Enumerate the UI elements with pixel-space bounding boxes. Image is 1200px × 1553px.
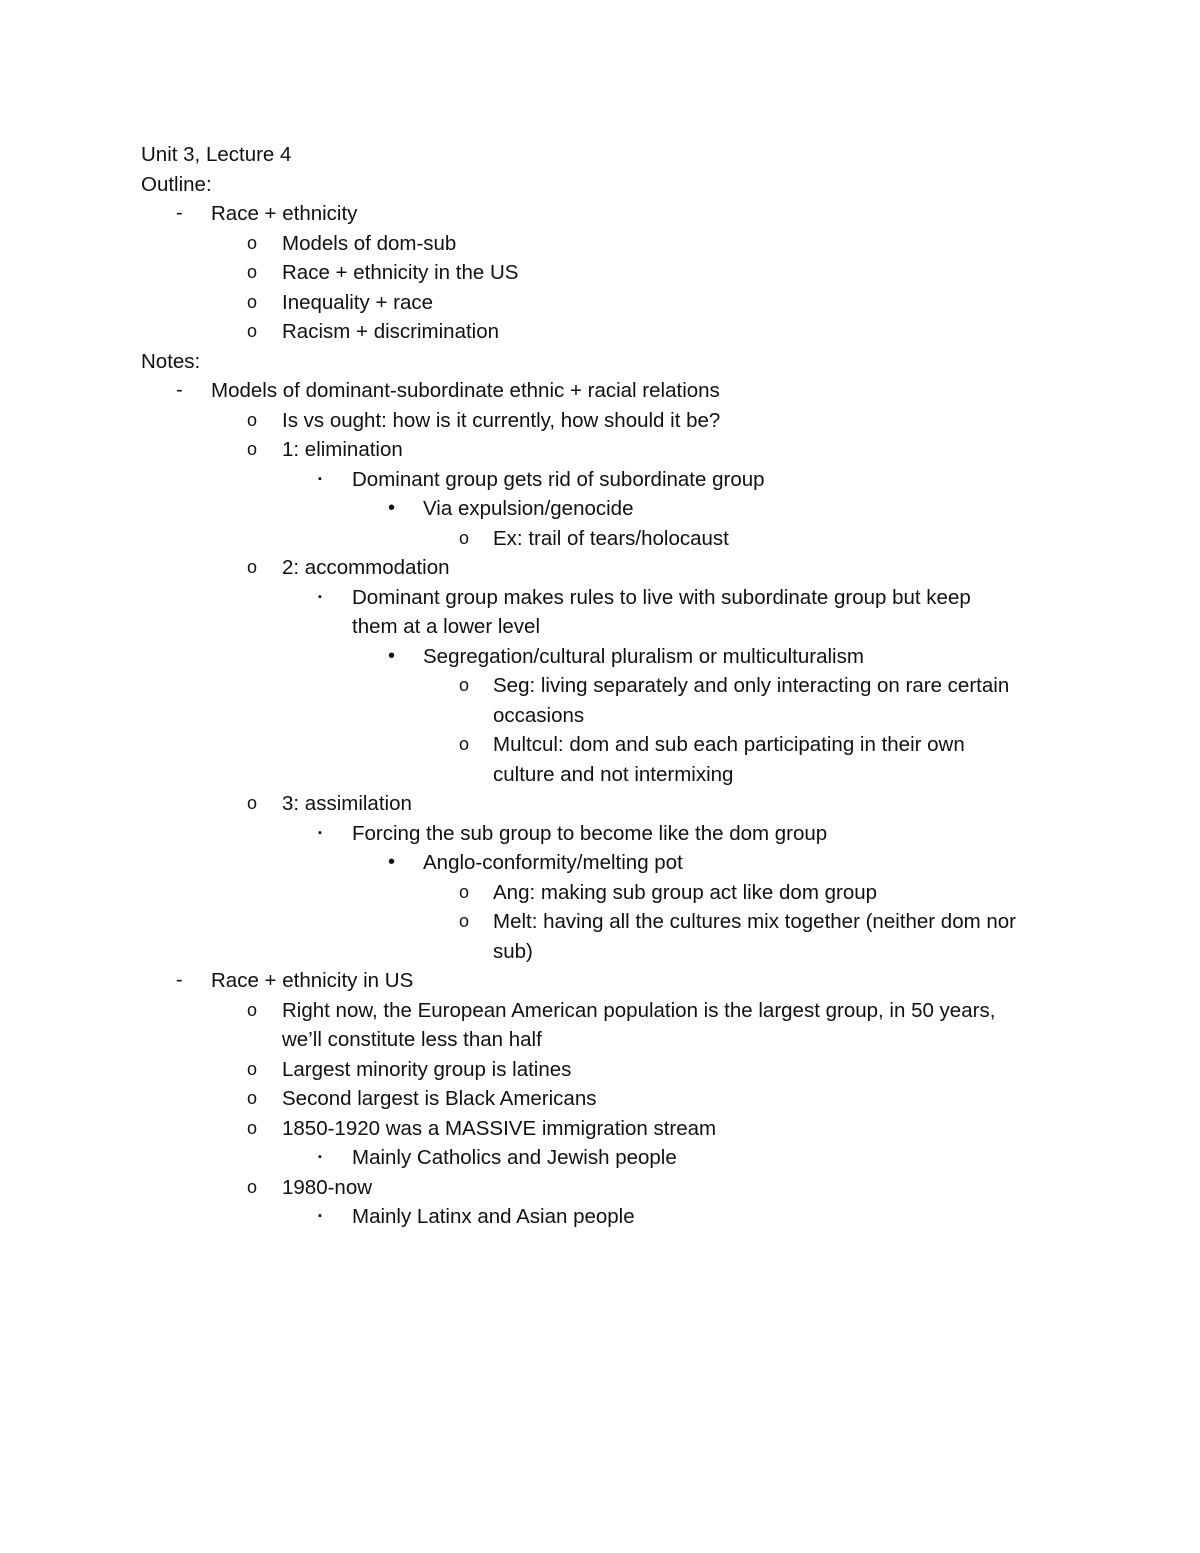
- list-item-text: Models of dominant-subordinate ethnic + racial relations: [211, 379, 720, 402]
- document-line: [0, 170, 1200, 200]
- document-body: [0, 140, 1200, 1232]
- list-item-text: Ang: making sub group act like dom group: [493, 880, 878, 904]
- document-line: [0, 1084, 1200, 1114]
- circle-bullet-icon: o: [459, 734, 470, 754]
- document-line: [0, 229, 1200, 259]
- list-item-text: Multcul: dom and sub each participating in their own: [493, 733, 965, 756]
- list-item-text: 2: accommodation: [282, 556, 450, 579]
- list-item-text: Racism + discrimination: [282, 320, 500, 343]
- document-line: [0, 701, 1200, 731]
- square-bullet-icon: ▪: [318, 1151, 322, 1163]
- circle-bullet-icon: o: [247, 557, 258, 577]
- circle-bullet-icon: o: [247, 262, 258, 282]
- square-bullet-icon: ▪: [318, 472, 322, 485]
- list-item-text: we’ll constitute less than half: [282, 1028, 542, 1051]
- list-item-text: occasions: [493, 703, 585, 727]
- list-item-text: 1: elimination: [282, 438, 403, 461]
- list-item-text: Via expulsion/genocide: [423, 497, 634, 520]
- square-bullet-icon: ▪: [318, 826, 322, 839]
- circle-bullet-icon: o: [459, 527, 470, 548]
- dash-bullet-icon: -: [176, 379, 183, 401]
- document-line: [0, 1055, 1200, 1085]
- list-item-text: Forcing the sub group to become like the dom group: [352, 821, 828, 845]
- dot-bullet-icon: •: [388, 644, 396, 667]
- list-item-text: Second largest is Black Americans: [282, 1087, 597, 1110]
- document-line: [0, 258, 1200, 288]
- circle-bullet-icon: o: [459, 675, 470, 695]
- list-item-text: Inequality + race: [282, 290, 433, 314]
- list-item-text: Largest minority group is latines: [282, 1057, 572, 1081]
- list-item-text: Dominant group makes rules to live with subordinate group but keep: [352, 585, 971, 609]
- list-item-text: 1980-now: [282, 1175, 373, 1199]
- document-line: [0, 878, 1200, 908]
- list-item-text: Race + ethnicity: [211, 202, 358, 225]
- document-line: [0, 671, 1200, 701]
- circle-bullet-icon: o: [247, 321, 258, 341]
- list-item-text: Seg: living separately and only interacting on rare certain: [493, 674, 1010, 697]
- document-line: [0, 966, 1200, 996]
- list-item-text: Mainly Catholics and Jewish people: [352, 1146, 677, 1169]
- circle-bullet-icon: o: [247, 1117, 258, 1138]
- list-item-text: Anglo-conformity/melting pot: [423, 851, 683, 874]
- list-item-text: Dominant group gets rid of subordinate group: [352, 467, 765, 491]
- document-line: [0, 465, 1200, 495]
- document-line: [0, 494, 1200, 524]
- list-item-text: Race + ethnicity in the US: [282, 261, 519, 284]
- list-item-text: Models of dom-sub: [282, 231, 457, 255]
- document-line: [0, 199, 1200, 229]
- document-line: [0, 1025, 1200, 1055]
- circle-bullet-icon: o: [459, 911, 470, 931]
- circle-bullet-icon: o: [247, 291, 258, 312]
- list-item-text: Mainly Latinx and Asian people: [352, 1205, 635, 1228]
- list-item-text: sub): [493, 939, 533, 963]
- list-item-text: Is vs ought: how is it currently, how should it be?: [282, 408, 721, 432]
- document-line: [0, 140, 1200, 170]
- list-item-text: Ex: trail of tears/holocaust: [493, 526, 729, 550]
- circle-bullet-icon: o: [247, 439, 258, 459]
- dot-bullet-icon: •: [388, 497, 396, 519]
- list-item-text: culture and not intermixing: [493, 762, 734, 786]
- dash-bullet-icon: -: [176, 969, 183, 991]
- circle-bullet-icon: o: [459, 881, 470, 902]
- list-item-text: Race + ethnicity in US: [211, 969, 414, 992]
- circle-bullet-icon: o: [247, 1176, 258, 1197]
- dash-bullet-icon: -: [176, 202, 183, 224]
- circle-bullet-icon: o: [247, 1088, 258, 1108]
- list-item-text: Segregation/cultural pluralism or multiculturalism: [423, 644, 864, 668]
- heading-text: Outline:: [141, 172, 212, 196]
- document-line: [0, 288, 1200, 318]
- document-line: [0, 553, 1200, 583]
- list-item-text: Melt: having all the cultures mix together (neither dom nor: [493, 910, 1017, 933]
- document-line: [0, 907, 1200, 937]
- circle-bullet-icon: o: [247, 232, 258, 253]
- document-line: [0, 819, 1200, 849]
- document-line: [0, 789, 1200, 819]
- document-line: [0, 406, 1200, 436]
- document-line: [0, 1114, 1200, 1144]
- circle-bullet-icon: o: [247, 999, 258, 1020]
- list-item-text: Right now, the European American population is the largest group, in 50 years,: [282, 998, 996, 1022]
- document-line: [0, 612, 1200, 642]
- document-line: [0, 642, 1200, 672]
- circle-bullet-icon: o: [247, 409, 258, 430]
- document-line: [0, 760, 1200, 790]
- document-line: [0, 1143, 1200, 1173]
- circle-bullet-icon: o: [247, 793, 258, 813]
- list-item-text: 1850-1920 was a MASSIVE immigration stream: [282, 1116, 717, 1140]
- list-item-text: them at a lower level: [352, 615, 541, 638]
- document-line: [0, 435, 1200, 465]
- heading-text: Notes:: [141, 349, 201, 373]
- document-line: [0, 583, 1200, 613]
- document-line: [0, 347, 1200, 377]
- document-line: [0, 376, 1200, 406]
- document-line: [0, 730, 1200, 760]
- document-line: [0, 524, 1200, 554]
- document-line: [0, 996, 1200, 1026]
- dot-bullet-icon: •: [388, 851, 396, 873]
- heading-text: Unit 3, Lecture 4: [141, 143, 292, 166]
- document-line: [0, 848, 1200, 878]
- list-item-text: 3: assimilation: [282, 792, 412, 815]
- document-line: [0, 1202, 1200, 1232]
- document-line: [0, 1173, 1200, 1203]
- document-line: [0, 937, 1200, 967]
- square-bullet-icon: ▪: [318, 590, 322, 603]
- document-line: [0, 317, 1200, 347]
- square-bullet-icon: ▪: [318, 1210, 322, 1222]
- circle-bullet-icon: o: [247, 1058, 258, 1079]
